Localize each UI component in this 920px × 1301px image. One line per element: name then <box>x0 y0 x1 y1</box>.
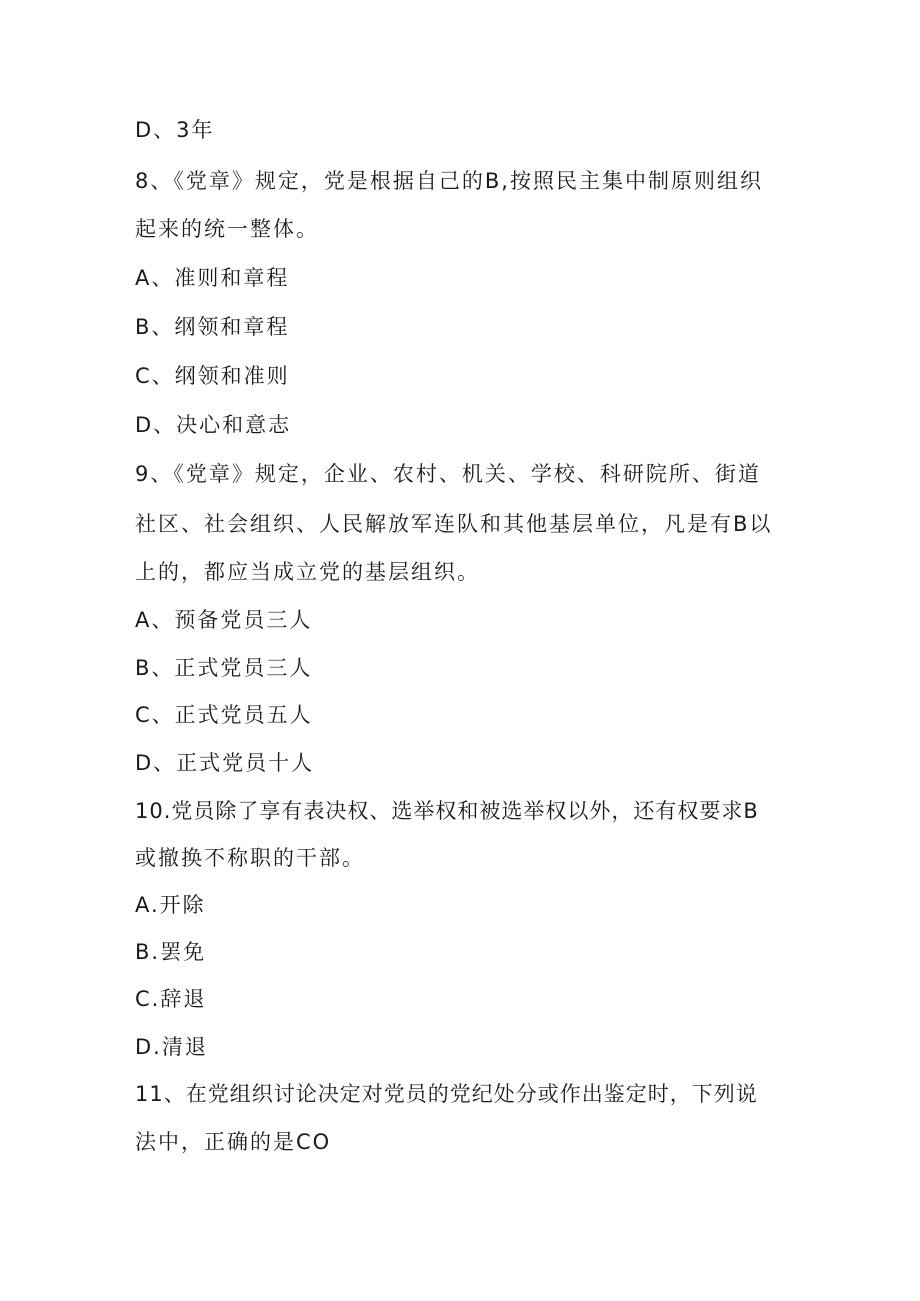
question-10-line-1: 10.党员除了享有表决权、选举权和被选举权以外，还有权要求B <box>135 799 759 823</box>
question-10-line-2: 或撤换不称职的干部。 <box>135 846 365 870</box>
question-9-line-3: 上的，都应当成立党的基层组织。 <box>135 560 480 584</box>
option-a-q9: A、预备党员三人 <box>135 608 313 632</box>
question-11-line-1: 11、在党组织讨论决定对党员的党纪处分或作出鉴定时，下列说 <box>135 1082 758 1106</box>
option-c-q10: C.辞退 <box>135 987 207 1011</box>
question-11-line-2: 法中，正确的是CO <box>135 1130 332 1154</box>
question-9-line-2: 社区、社会组织、人民解放军连队和其他基层单位，凡是有B以 <box>135 512 773 536</box>
option-b-q9: B、正式党员三人 <box>135 656 313 680</box>
option-a-q8: A、准则和章程 <box>135 266 290 290</box>
option-a-q10: A.开除 <box>135 893 206 917</box>
option-d-q9: D、正式党员十人 <box>135 751 315 775</box>
question-8-line-1: 8、《党章》规定，党是根据自己的B,按照民主集中制原则组织 <box>135 169 763 193</box>
option-c-q9: C、正式党员五人 <box>135 703 313 727</box>
question-8-line-2: 起来的统一整体。 <box>135 217 319 241</box>
option-d-q7: D、3年 <box>135 118 215 142</box>
option-b-q8: B、纲领和章程 <box>135 315 290 339</box>
option-d-q10: D.清退 <box>135 1035 208 1059</box>
question-9-line-1: 9、《党章》规定，企业、农村、机关、学校、科研院所、街道 <box>135 462 761 486</box>
option-c-q8: C、纲领和准则 <box>135 364 290 388</box>
option-b-q10: B.罢免 <box>135 940 207 964</box>
option-d-q8: D、决心和意志 <box>135 413 292 437</box>
